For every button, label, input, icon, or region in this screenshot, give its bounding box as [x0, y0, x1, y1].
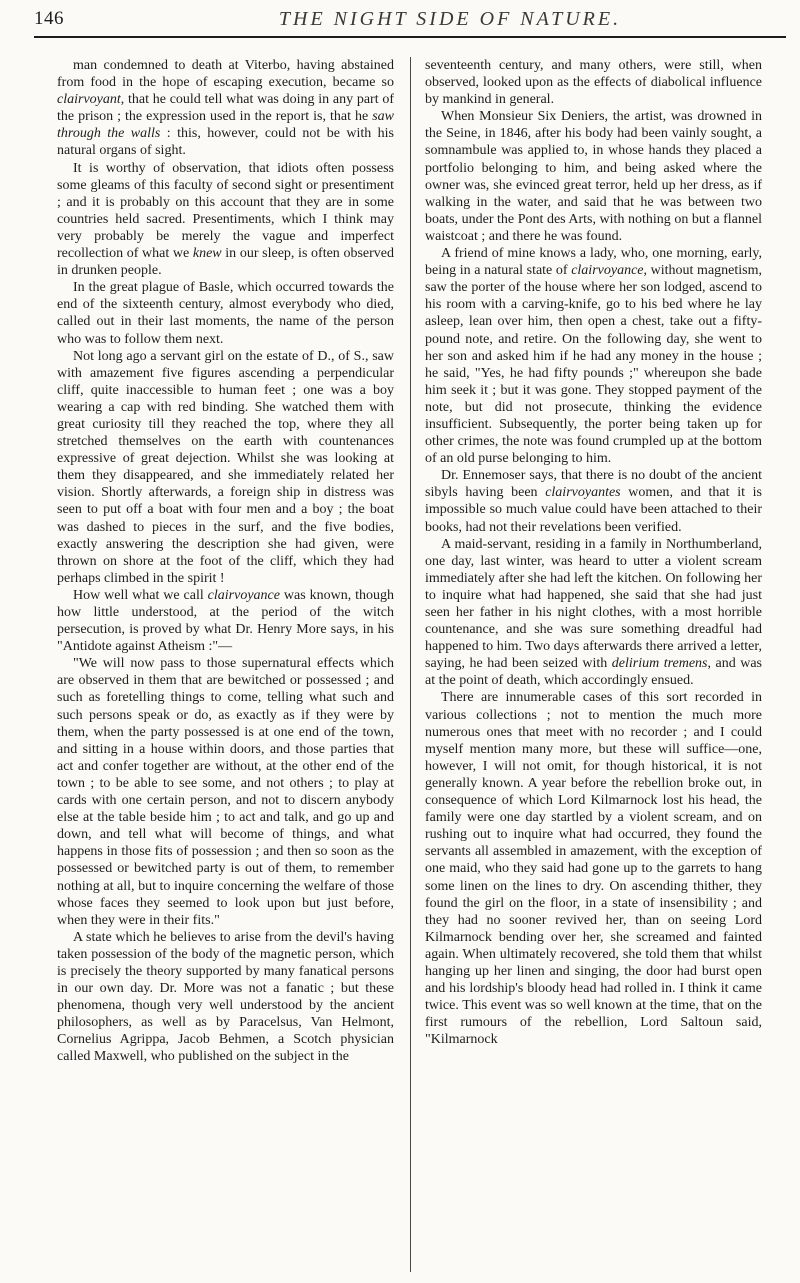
header-rule	[34, 36, 786, 38]
paragraph-text: , and was at the point of death, which accordingly ensued.	[425, 656, 762, 689]
paragraph	[57, 655, 394, 929]
running-title: THE NIGHT SIDE OF NATURE.	[278, 8, 622, 30]
paragraph	[425, 536, 762, 690]
right-column	[425, 57, 762, 1273]
paragraph-text: There are innumerable cases of this sort recorded in various collections ; not to mention the much more numerous ones that meet with no recorder ; and I could myself mention many more, but these will suffice—one, however, I will not omit, for though historical, it is not generally known. A year before the rebellion broke out, in consequence of which Lord Kilmarnock lost his head, the family were one day startled by a violent scream, and on rushing out to inquire what had occurred, they found the servants all assembled in amazement, with the exception of one maid, who they said had gone up to the garrets to hang some linen on the lines to dry. On ascending thither, they found the girl on the floor, in a state of insensibility ; and they had no sooner revived her, than on seeing Lord Kilmarnock bending over her, she screamed and fainted again. When ultimately recovered, she told them that whilst hanging up her linen and singing, the door had burst open and his lordship's bloody head had rolled in. I think it came twice. This event was so well known at the time, that on the first rumours of the rebellion, Lord Saltoun said, "Kilmarnock	[425, 690, 762, 1048]
paragraph	[57, 279, 394, 347]
paragraph-text: A state which he believes to arise from the devil's having taken possession of the body of the magnetic person, which is precisely the theory supported by many fanatical persons in our own day. Dr. More was not a fanatic ; but these phenomena, though very well understood by the ancient philosophers, as well as by Paracelsus, Van Helmont, Cornelius Agrippa, Jacob Behmen, a Scotch physician called Maxwell, who published on the subject in the	[57, 929, 394, 1065]
paragraph	[57, 587, 394, 655]
column-divider	[410, 57, 411, 1272]
paragraph	[425, 108, 762, 245]
paragraph-text: man condemned to death at Viterbo, having abstained from food in the hope of escaping execution, became so	[57, 58, 394, 91]
emphasis-text: clairvoyantes	[545, 485, 621, 501]
paragraph	[425, 467, 762, 535]
paragraph-text: It is worthy of observation, that idiots often possess some gleams of this faculty of second sight or presentiment ; and it is probably on this account that they are in some countries held sacred. Presentiments, which I think may very probably be merely the vague and imperfect recollection of what we	[57, 160, 394, 262]
paragraph-text: Dr. Ennemoser says, that there is no doubt of the ancient sibyls having been	[425, 468, 762, 501]
paragraph-text: , that he could tell what was doing in any part of the prison ; the expression used in the report is, that he	[57, 92, 394, 125]
emphasis-text: clairvoyance	[207, 587, 280, 603]
emphasis-text: clairvoyance	[571, 263, 644, 279]
paragraph-text: In the great plague of Basle, which occurred towards the end of the sixteenth century, almost everybody who died, called out in their last moments, the name of the person who was to follow them next.	[57, 280, 394, 347]
paragraph-text: A maid-servant, residing in a family in Northumberland, one day, last winter, was heard to utter a violent scream immediately after she had left the kitchen. On following her to inquire what had happened, she said that she had just seen her father in his night clothes, with a most horrible countenance, and she was sure something dreadful had happened to him. Two days afterwards there arrived a letter, saying, he had been seized with	[425, 536, 762, 672]
paragraph	[57, 929, 394, 1066]
paragraph-text: in our sleep, is often observed in drunken people.	[57, 246, 394, 279]
paragraph-text: When Monsieur Six Deniers, the artist, was drowned in the Seine, in 1846, after his body had been vainly sought, a somnambule was applied to, in whose hands they placed a portfolio belonging to him, and being asked where the owner was, she evinced great terror, held up her dress, as if walking in the water, and said that he was between two boats, under the Pont des Arts, with nothing on but a flannel waistcoat ; and there he was found.	[425, 109, 762, 244]
paragraph	[57, 160, 394, 280]
paragraph-text: A friend of mine knows a lady, who, one morning, early, being in a natural state of	[425, 246, 762, 279]
paragraph	[57, 57, 394, 160]
emphasis-text: saw through the walls	[57, 109, 394, 142]
page-number: 146	[34, 8, 64, 29]
paragraph-text: , without magnetism, saw the porter of the house where her son lodged, ascend to his room with a carving-knife, go to his bed where he lay asleep, lean over him, then open a chest, take out a fifty-pound note, and retire. On the following day, she went to her son and asked him if he had any money in the house ; he said, "Yes, he had fifty pounds ;" whereupon she bade him seek it ; but it was gone. They stopped payment of the note, but did not prosecute, thinking the evidence insufficient. Subsequently, the porter being taken up for other crimes, the note was found crumpled up at the bottom of an old purse belonging to him.	[425, 263, 762, 467]
emphasis-text: knew	[192, 246, 222, 262]
emphasis-text: clairvoyant	[57, 92, 121, 108]
paragraph	[57, 348, 394, 587]
paragraph-text: : this, however, could not be with his natural organs of sight.	[57, 126, 394, 159]
left-column	[57, 57, 394, 1273]
paragraph-text: "We will now pass to those supernatural effects which are observed in them that are bewitched or possessed ; and such as foretelling things to come, telling what such and such persons speak or do, as exactly as if they were by them, when the party possessed is at one end of the town, and sitting in a house within doors, and those parties that act and confer together are without, at the other end of the town ; to be able to see some, and not others ; to play at cards with one certain person, and not to discern anybody else at the table beside him ; to act and talk, and go up and down, and tell what will become of things, and what happens in those fits of possession ; and then so soon as the possessed or bewitched party is out of them, to remember nothing at all, but to inquire concerning the welfare of those whose faces they seemed to look upon but just before, when they were in their fits."	[57, 656, 394, 928]
paragraph-text: women, and that it is impossible so much value could have been attached to their books, had not their revelations been verified.	[425, 485, 762, 535]
paragraph	[425, 689, 762, 1048]
paragraph-text: seventeenth century, and many others, were still, when observed, looked upon as the effects of diabolical influence by mankind in general.	[425, 58, 762, 108]
paragraph	[425, 57, 762, 108]
paragraph-text: Not long ago a servant girl on the estate of D., of S., saw with amazement five figures ascending a perpendicular cliff, quite inaccessible to human feet ; one was a boy wearing a cap with red binding. She watched them with great curiosity till they reached the top, where they all stretched themselves on the earth with countenances expressive of great dejection. Whilst she was looking at them they disappeared, and she immediately related her vision. Shortly afterwards, a foreign ship in distress was seen to put off a boat with four men and a boy ; the boat was dashed to pieces in the surf, and the five bodies, exactly answering the description she had given, were thrown on shore at the foot of the cliff, which they had perhaps climbed in the spirit !	[57, 348, 394, 586]
paragraph-text: was known, though how little understood, at the period of the witch persecution, is proved by what Dr. Henry More says, in his "Antidote against Atheism :"—	[57, 587, 394, 655]
paragraph	[425, 245, 762, 467]
paragraph-text: How well what we call	[73, 587, 208, 603]
emphasis-text: delirium tremens	[611, 656, 708, 672]
